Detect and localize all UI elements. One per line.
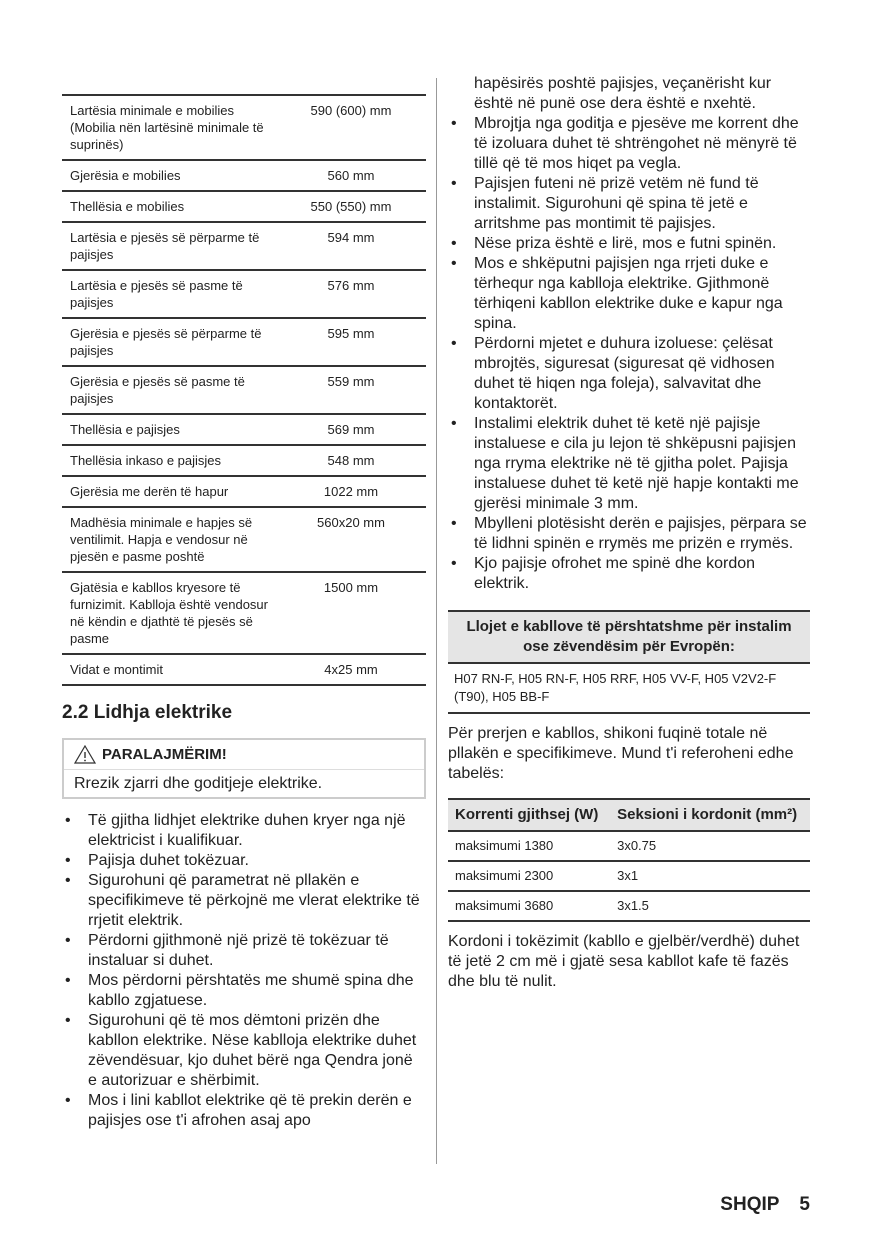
table-row: [448, 891, 810, 921]
left-bullet-list: [62, 811, 426, 1131]
left-column: [62, 94, 426, 1131]
table-row: [62, 654, 426, 685]
section-value: 3x1.5: [610, 891, 810, 921]
page-footer: [720, 1194, 810, 1216]
spec-label: Lartësia minimale e mobilies (Mobilia nën lartësinë minimale të suprinës): [62, 95, 276, 160]
spec-label: Thellësia e pajisjes: [62, 414, 276, 445]
cable-types-box: [448, 610, 810, 714]
list-item: • Mbylleni plotësisht derën e pajisjes, përpara se të lidhni spinën e rrymës me prizën e rrymës.: [448, 514, 810, 554]
list-item: • Përdorni gjithmonë një prizë të tokëzuar të instaluar si duhet.: [62, 931, 426, 971]
list-item: • Instalimi elektrik duhet të ketë një pajisje instaluese e cila ju lejon të shkëpusni pajisjen nga rryma elektrike në të gjitha polet. Pajisja instaluese duhet të ketë një hapje kontakti me gjerësi minimale 3 mm.: [448, 414, 810, 514]
table-row: [62, 507, 426, 572]
current-value: maksimumi 2300: [448, 861, 610, 891]
table-row: [62, 191, 426, 222]
spec-value: 594 mm: [276, 222, 426, 270]
footer-language: SHQIP: [720, 1194, 780, 1215]
section-value: 3x0.75: [610, 831, 810, 861]
spec-label: Lartësia e pjesës së pasme të pajisjes: [62, 270, 276, 318]
warning-triangle-icon: [74, 745, 96, 764]
spec-value: 560x20 mm: [276, 507, 426, 572]
page-number: 5: [799, 1194, 810, 1215]
spec-label: Gjatësia e kabllos kryesore të furnizimit. Kablloja është vendosur në këndin e djathtë të pjesës së pasme: [62, 572, 276, 654]
list-item: • Përdorni mjetet e duhura izoluese: çelësat mbrojtës, siguresat (siguresat që vidhosen duhet të hiqen nga foleja), salvavitat dhe kontaktorët.: [448, 334, 810, 414]
warning-text: Rrezik zjarri dhe goditjeje elektrike.: [74, 775, 323, 792]
dimensions-table: [62, 94, 426, 686]
table-row: [62, 445, 426, 476]
section-title: 2.2 Lidhja elektrike: [62, 702, 233, 723]
column-header: Seksioni i kordonit (mm²): [610, 799, 810, 831]
table-row: [62, 572, 426, 654]
right-column: [448, 74, 810, 992]
list-item: • Pajisjen futeni në prizë vetëm në fund të instalimit. Sigurohuni që spina të jetë e arritshme pas montimit të pajisjes.: [448, 174, 810, 234]
spec-value: 550 (550) mm: [276, 191, 426, 222]
section-value: 3x1: [610, 861, 810, 891]
list-item: • Nëse priza është e lirë, mos e futni spinën.: [448, 234, 810, 254]
list-item: • Mos i lini kabllot elektrike që të prekin derën e pajisjes ose t'i afrohen asaj apo: [62, 1091, 426, 1131]
right-bullet-list: [448, 74, 810, 114]
list-item: • Sigurohuni që të mos dëmtoni prizën dhe kabllon elektrike. Nëse kablloja elektrike duhet zëvendësuar, kjo duhet bërë nga Qendra jonë e autorizuar e shërbimit.: [62, 1011, 426, 1091]
spec-value: 560 mm: [276, 160, 426, 191]
table-row: [448, 831, 810, 861]
list-item: • Të gjitha lidhjet elektrike duhen kryer nga një elektricist i kualifikuar.: [62, 811, 426, 851]
table-row: [62, 318, 426, 366]
table-row: [62, 476, 426, 507]
spec-label: Thellësia e mobilies: [62, 191, 276, 222]
table-row: [62, 160, 426, 191]
list-item: • Mos e shkëputni pajisjen nga rrjeti duke e tërhequr nga kablloja elektrike. Gjithmonë tërhiqeni kabllon elektrike duke e kapur nga spina.: [448, 254, 810, 334]
cable-types-title: Llojet e kabllove të përshtatshme për instalim ose zëvendësim për Evropën:: [448, 612, 810, 664]
spec-label: Thellësia inkaso e pajisjes: [62, 445, 276, 476]
list-item-continuation: hapësirës poshtë pajisjes, veçanërisht kur është në punë ose dera është e nxehtë.: [474, 75, 772, 112]
spec-label: Gjerësia me derën të hapur: [62, 476, 276, 507]
spec-value: 595 mm: [276, 318, 426, 366]
table-row: [62, 222, 426, 270]
current-table: [448, 798, 810, 922]
spec-label: Lartësia e pjesës së përparme të pajisjes: [62, 222, 276, 270]
current-value: maksimumi 1380: [448, 831, 610, 861]
warning-title: PARALAJMËRIM!: [102, 746, 227, 763]
spec-value: 569 mm: [276, 414, 426, 445]
warning-box: [62, 738, 426, 799]
right-bullet-list-items: [448, 114, 810, 594]
table-row: [62, 270, 426, 318]
column-divider: [436, 78, 437, 1164]
spec-label: Vidat e montimit: [62, 654, 276, 685]
ground-text: Kordoni i tokëzimit (kabllo e gjelbër/verdhë) duhet të jetë 2 cm më i gjatë sesa kabllot kafe të fazës dhe blu të nulit.: [448, 933, 800, 990]
spec-value: 1022 mm: [276, 476, 426, 507]
spec-value: 548 mm: [276, 445, 426, 476]
spec-value: 4x25 mm: [276, 654, 426, 685]
table-row: [62, 366, 426, 414]
list-item: • Pajisja duhet tokëzuar.: [62, 851, 426, 871]
list-item: • Mbrojtja nga goditja e pjesëve me korrent dhe të izoluara duhet të shtrëngohet në mënyrë të tillë që të mos hiqet pa vegla.: [448, 114, 810, 174]
spec-label: Gjerësia e pjesës së përparme të pajisjes: [62, 318, 276, 366]
spec-label: Gjerësia e mobilies: [62, 160, 276, 191]
spec-value: 1500 mm: [276, 572, 426, 654]
cable-text: Për prerjen e kabllos, shikoni fuqinë totale në pllakën e specifikimeve. Mund t'i referoheni edhe tabelës:: [448, 725, 794, 782]
spec-value: 576 mm: [276, 270, 426, 318]
spec-value: 559 mm: [276, 366, 426, 414]
spec-label: Madhësia minimale e hapjes së ventilimit. Hapja e vendosur në pjesën e pasme poshtë: [62, 507, 276, 572]
list-item: • Mos përdorni përshtatës me shumë spina dhe kabllo zgjatuese.: [62, 971, 426, 1011]
cable-types-list: H07 RN-F, H05 RN-F, H05 RRF, H05 VV-F, H05 V2V2-F (T90), H05 BB-F: [448, 664, 810, 714]
list-item: • Sigurohuni që parametrat në pllakën e specifikimeve të përkojnë me vlerat elektrike të rrjetit elektrik.: [62, 871, 426, 931]
table-row: [448, 861, 810, 891]
column-header: Korrenti gjithsej (W): [448, 799, 610, 831]
table-row: [62, 414, 426, 445]
list-item: • Kjo pajisje ofrohet me spinë dhe kordon elektrik.: [448, 554, 810, 594]
table-row: [62, 95, 426, 160]
current-value: maksimumi 3680: [448, 891, 610, 921]
spec-value: 590 (600) mm: [276, 95, 426, 160]
spec-label: Gjerësia e pjesës së pasme të pajisjes: [62, 366, 276, 414]
